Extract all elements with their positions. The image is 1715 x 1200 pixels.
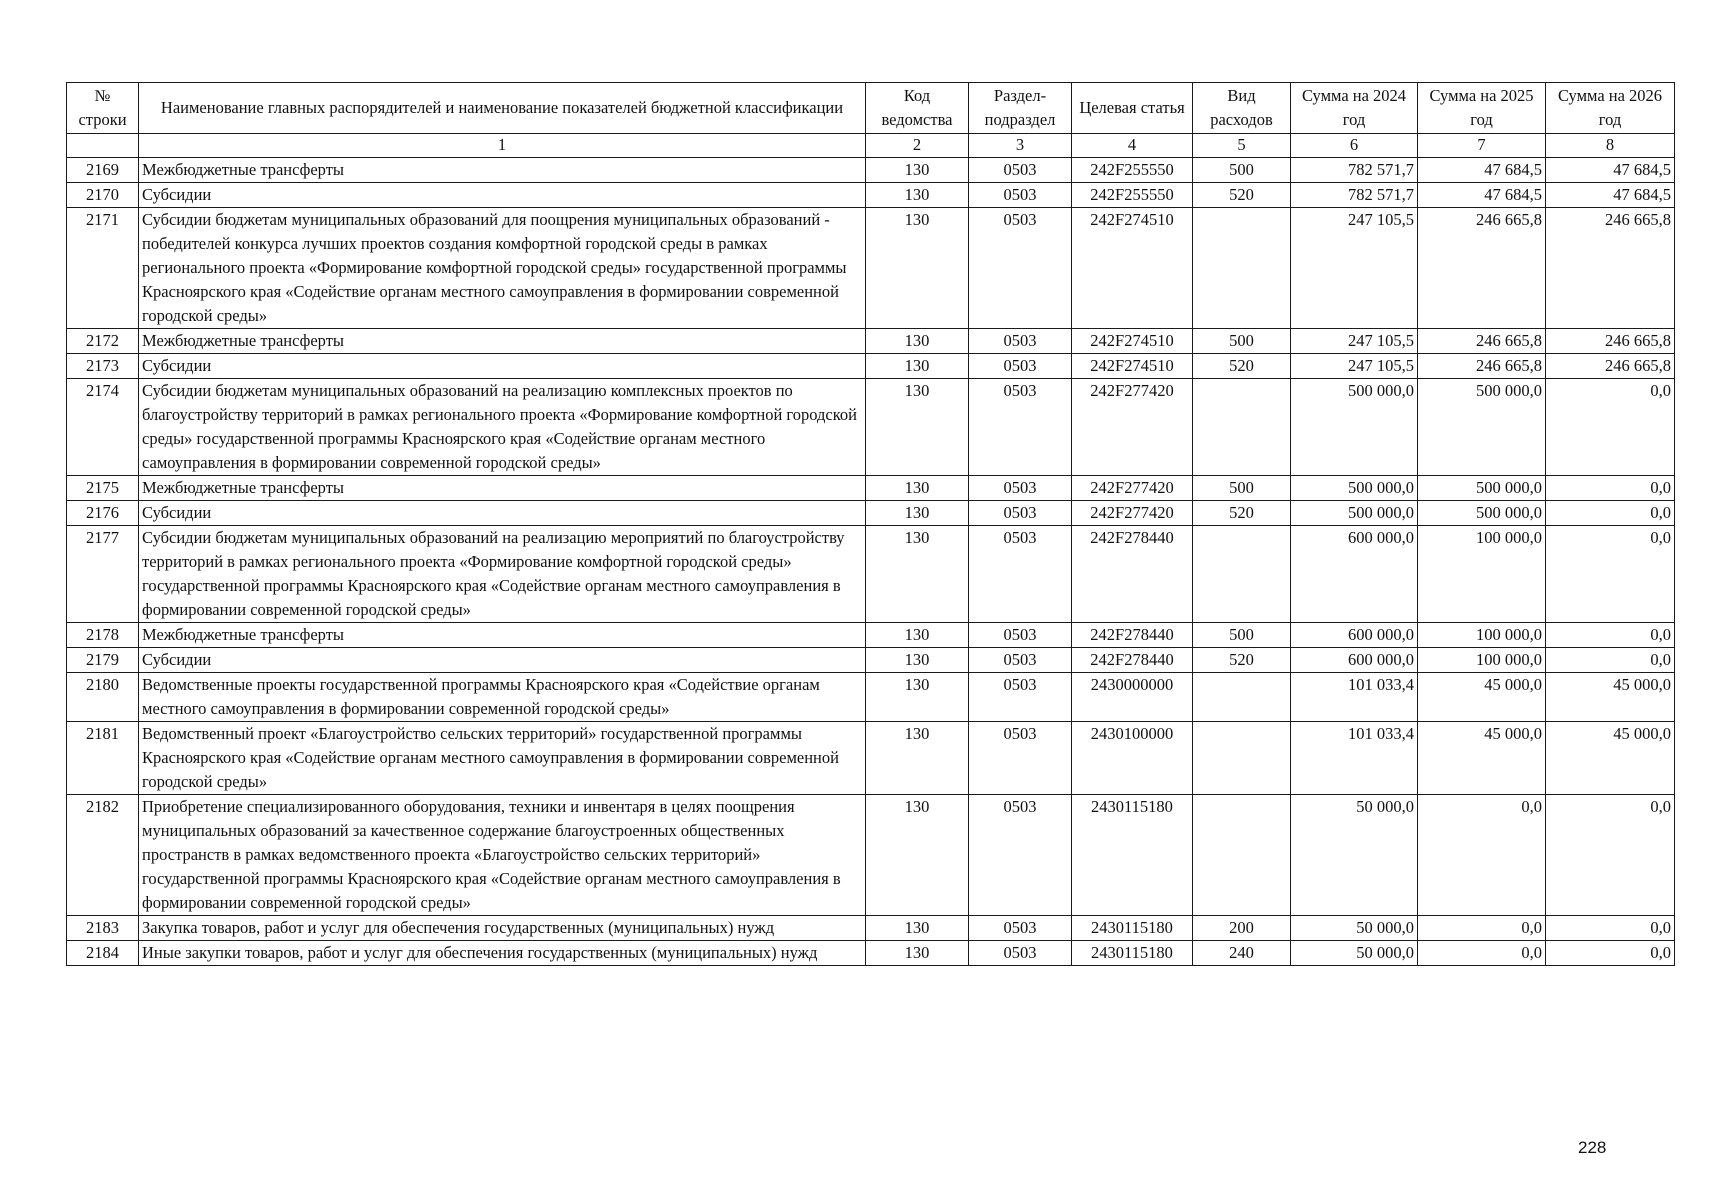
column-number: 1 <box>139 134 866 158</box>
section-cell: 0503 <box>969 673 1072 722</box>
sum-2024-cell: 101 033,4 <box>1291 673 1418 722</box>
expense-type-cell: 500 <box>1193 476 1291 501</box>
sum-2024-cell: 782 571,7 <box>1291 158 1418 183</box>
section-cell: 0503 <box>969 941 1072 966</box>
section-cell: 0503 <box>969 183 1072 208</box>
expense-type-cell: 520 <box>1193 648 1291 673</box>
section-cell: 0503 <box>969 158 1072 183</box>
expense-type-cell <box>1193 722 1291 795</box>
section-cell: 0503 <box>969 526 1072 623</box>
column-number: 5 <box>1193 134 1291 158</box>
table-row <box>67 673 1675 722</box>
table-row <box>67 379 1675 476</box>
table-row <box>67 941 1675 966</box>
sum-2026-cell: 45 000,0 <box>1546 673 1675 722</box>
target-article-cell: 242F255550 <box>1072 158 1193 183</box>
department-code-cell: 130 <box>866 673 969 722</box>
row-number-cell: 2173 <box>67 354 139 379</box>
sum-2025-cell: 100 000,0 <box>1418 648 1546 673</box>
header-row-number: № строки <box>67 83 139 134</box>
header-department-code: Код ведомства <box>866 83 969 134</box>
target-article-cell: 2430000000 <box>1072 673 1193 722</box>
table-body <box>67 158 1675 966</box>
target-article-cell: 242F277420 <box>1072 476 1193 501</box>
row-number-cell: 2179 <box>67 648 139 673</box>
sum-2025-cell: 246 665,8 <box>1418 329 1546 354</box>
target-article-cell: 242F278440 <box>1072 526 1193 623</box>
column-number: 4 <box>1072 134 1193 158</box>
table-row <box>67 795 1675 916</box>
expense-type-cell <box>1193 673 1291 722</box>
sum-2026-cell: 0,0 <box>1546 379 1675 476</box>
sum-2024-cell: 247 105,5 <box>1291 329 1418 354</box>
column-number: 6 <box>1291 134 1418 158</box>
row-number-cell: 2175 <box>67 476 139 501</box>
target-article-cell: 2430115180 <box>1072 916 1193 941</box>
sum-2024-cell: 500 000,0 <box>1291 501 1418 526</box>
sum-2024-cell: 500 000,0 <box>1291 379 1418 476</box>
column-number-row <box>67 134 1675 158</box>
header-target-article: Целевая статья <box>1072 83 1193 134</box>
target-article-cell: 242F278440 <box>1072 648 1193 673</box>
sum-2024-cell: 50 000,0 <box>1291 941 1418 966</box>
name-cell: Межбюджетные трансферты <box>139 476 866 501</box>
sum-2026-cell: 45 000,0 <box>1546 722 1675 795</box>
sum-2026-cell: 0,0 <box>1546 648 1675 673</box>
table-row <box>67 354 1675 379</box>
budget-table <box>66 82 1675 966</box>
sum-2024-cell: 50 000,0 <box>1291 916 1418 941</box>
table-row <box>67 623 1675 648</box>
expense-type-cell: 520 <box>1193 183 1291 208</box>
section-cell: 0503 <box>969 722 1072 795</box>
header-section: Раздел-подраздел <box>969 83 1072 134</box>
sum-2024-cell: 782 571,7 <box>1291 183 1418 208</box>
department-code-cell: 130 <box>866 941 969 966</box>
target-article-cell: 242F255550 <box>1072 183 1193 208</box>
target-article-cell: 242F274510 <box>1072 208 1193 329</box>
expense-type-cell: 500 <box>1193 623 1291 648</box>
name-cell: Иные закупки товаров, работ и услуг для обеспечения государственных (муниципальных) нужд <box>139 941 866 966</box>
sum-2025-cell: 100 000,0 <box>1418 623 1546 648</box>
name-cell: Субсидии <box>139 648 866 673</box>
header-sum-2024: Сумма на 2024 год <box>1291 83 1418 134</box>
table-row <box>67 526 1675 623</box>
target-article-cell: 242F278440 <box>1072 623 1193 648</box>
name-cell: Ведомственные проекты государственной программы Красноярского края «Содействие органам местного самоуправления в формировании современной городской среды» <box>139 673 866 722</box>
column-number: 3 <box>969 134 1072 158</box>
section-cell: 0503 <box>969 501 1072 526</box>
section-cell: 0503 <box>969 623 1072 648</box>
page-number: 228 <box>1578 1138 1607 1157</box>
column-number: 8 <box>1546 134 1675 158</box>
section-cell: 0503 <box>969 916 1072 941</box>
section-cell: 0503 <box>969 354 1072 379</box>
sum-2025-cell: 45 000,0 <box>1418 673 1546 722</box>
expense-type-cell <box>1193 795 1291 916</box>
column-number: 7 <box>1418 134 1546 158</box>
sum-2026-cell: 0,0 <box>1546 795 1675 916</box>
sum-2025-cell: 246 665,8 <box>1418 354 1546 379</box>
sum-2025-cell: 246 665,8 <box>1418 208 1546 329</box>
name-cell: Субсидии бюджетам муниципальных образований на реализацию комплексных проектов по благоустройству территорий в рамках регионального проекта «Формирование комфортной городской среды» государственной программы Красноярского края «Содействие органам местного самоуправления в формировании современной городской среды» <box>139 379 866 476</box>
department-code-cell: 130 <box>866 183 969 208</box>
table-row <box>67 158 1675 183</box>
table-row <box>67 476 1675 501</box>
department-code-cell: 130 <box>866 501 969 526</box>
table-row <box>67 208 1675 329</box>
name-cell: Межбюджетные трансферты <box>139 329 866 354</box>
sum-2026-cell: 0,0 <box>1546 941 1675 966</box>
section-cell: 0503 <box>969 648 1072 673</box>
sum-2025-cell: 500 000,0 <box>1418 476 1546 501</box>
row-number-cell: 2182 <box>67 795 139 916</box>
department-code-cell: 130 <box>866 526 969 623</box>
target-article-cell: 242F277420 <box>1072 379 1193 476</box>
sum-2025-cell: 47 684,5 <box>1418 158 1546 183</box>
sum-2026-cell: 246 665,8 <box>1546 208 1675 329</box>
row-number-cell: 2169 <box>67 158 139 183</box>
sum-2026-cell: 0,0 <box>1546 623 1675 648</box>
target-article-cell: 2430115180 <box>1072 941 1193 966</box>
target-article-cell: 2430100000 <box>1072 722 1193 795</box>
sum-2025-cell: 0,0 <box>1418 941 1546 966</box>
name-cell: Субсидии бюджетам муниципальных образований для поощрения муниципальных образований - победителей конкурса лучших проектов создания комфортной городской среды в рамках регионального проекта «Формирование комфортной городской среды» государственной программы Красноярского края «Содействие органам местного самоуправления в формировании современной городской среды» <box>139 208 866 329</box>
expense-type-cell <box>1193 526 1291 623</box>
row-number-cell: 2172 <box>67 329 139 354</box>
table-row <box>67 722 1675 795</box>
sum-2026-cell: 0,0 <box>1546 916 1675 941</box>
department-code-cell: 130 <box>866 795 969 916</box>
name-cell: Межбюджетные трансферты <box>139 623 866 648</box>
expense-type-cell <box>1193 379 1291 476</box>
column-number: 2 <box>866 134 969 158</box>
name-cell: Субсидии <box>139 183 866 208</box>
name-cell: Субсидии бюджетам муниципальных образований на реализацию мероприятий по благоустройству территорий в рамках регионального проекта «Формирование комфортной городской среды» государственной программы Красноярского края «Содействие органам местного самоуправления в формировании современной городской среды» <box>139 526 866 623</box>
row-number-cell: 2177 <box>67 526 139 623</box>
sum-2025-cell: 500 000,0 <box>1418 501 1546 526</box>
sum-2025-cell: 100 000,0 <box>1418 526 1546 623</box>
name-cell: Закупка товаров, работ и услуг для обеспечения государственных (муниципальных) нужд <box>139 916 866 941</box>
table-row <box>67 916 1675 941</box>
section-cell: 0503 <box>969 329 1072 354</box>
expense-type-cell: 200 <box>1193 916 1291 941</box>
section-cell: 0503 <box>969 795 1072 916</box>
department-code-cell: 130 <box>866 623 969 648</box>
header-row <box>67 83 1675 134</box>
row-number-cell: 2171 <box>67 208 139 329</box>
expense-type-cell <box>1193 208 1291 329</box>
row-number-cell: 2183 <box>67 916 139 941</box>
sum-2024-cell: 600 000,0 <box>1291 623 1418 648</box>
row-number-cell: 2181 <box>67 722 139 795</box>
sum-2025-cell: 0,0 <box>1418 916 1546 941</box>
table-row <box>67 648 1675 673</box>
expense-type-cell: 520 <box>1193 354 1291 379</box>
header-sum-2025: Сумма на 2025 год <box>1418 83 1546 134</box>
sum-2026-cell: 47 684,5 <box>1546 183 1675 208</box>
row-number-cell: 2180 <box>67 673 139 722</box>
sum-2024-cell: 50 000,0 <box>1291 795 1418 916</box>
sum-2024-cell: 600 000,0 <box>1291 526 1418 623</box>
table-row <box>67 501 1675 526</box>
expense-type-cell: 520 <box>1193 501 1291 526</box>
sum-2026-cell: 0,0 <box>1546 501 1675 526</box>
sum-2025-cell: 47 684,5 <box>1418 183 1546 208</box>
section-cell: 0503 <box>969 379 1072 476</box>
name-cell: Ведомственный проект «Благоустройство сельских территорий» государственной программы Красноярского края «Содействие органам местного самоуправления в формировании современной городской среды» <box>139 722 866 795</box>
table-row <box>67 329 1675 354</box>
department-code-cell: 130 <box>866 354 969 379</box>
sum-2025-cell: 45 000,0 <box>1418 722 1546 795</box>
sum-2026-cell: 246 665,8 <box>1546 354 1675 379</box>
table-row <box>67 183 1675 208</box>
department-code-cell: 130 <box>866 476 969 501</box>
name-cell: Субсидии <box>139 354 866 379</box>
sum-2024-cell: 247 105,5 <box>1291 354 1418 379</box>
target-article-cell: 2430115180 <box>1072 795 1193 916</box>
sum-2026-cell: 47 684,5 <box>1546 158 1675 183</box>
header-expense-type: Вид расходов <box>1193 83 1291 134</box>
sum-2024-cell: 500 000,0 <box>1291 476 1418 501</box>
column-number <box>67 134 139 158</box>
row-number-cell: 2184 <box>67 941 139 966</box>
section-cell: 0503 <box>969 476 1072 501</box>
target-article-cell: 242F274510 <box>1072 329 1193 354</box>
section-cell: 0503 <box>969 208 1072 329</box>
department-code-cell: 130 <box>866 208 969 329</box>
department-code-cell: 130 <box>866 158 969 183</box>
target-article-cell: 242F277420 <box>1072 501 1193 526</box>
sum-2025-cell: 500 000,0 <box>1418 379 1546 476</box>
sum-2026-cell: 0,0 <box>1546 526 1675 623</box>
row-number-cell: 2178 <box>67 623 139 648</box>
department-code-cell: 130 <box>866 648 969 673</box>
sum-2025-cell: 0,0 <box>1418 795 1546 916</box>
header-name: Наименование главных распорядителей и наименование показателей бюджетной классификации <box>139 83 866 134</box>
row-number-cell: 2174 <box>67 379 139 476</box>
row-number-cell: 2176 <box>67 501 139 526</box>
name-cell: Приобретение специализированного оборудования, техники и инвентаря в целях поощрения муниципальных образований за качественное содержание благоустроенных общественных пространств в рамках ведомственного проекта «Благоустройство сельских территорий» государственной программы Красноярского края «Содействие органам местного самоуправления в формировании современной городской среды» <box>139 795 866 916</box>
sum-2026-cell: 0,0 <box>1546 476 1675 501</box>
department-code-cell: 130 <box>866 379 969 476</box>
department-code-cell: 130 <box>866 916 969 941</box>
sum-2024-cell: 247 105,5 <box>1291 208 1418 329</box>
department-code-cell: 130 <box>866 722 969 795</box>
target-article-cell: 242F274510 <box>1072 354 1193 379</box>
sum-2024-cell: 101 033,4 <box>1291 722 1418 795</box>
name-cell: Межбюджетные трансферты <box>139 158 866 183</box>
header-sum-2026: Сумма на 2026 год <box>1546 83 1675 134</box>
sum-2026-cell: 246 665,8 <box>1546 329 1675 354</box>
name-cell: Субсидии <box>139 501 866 526</box>
department-code-cell: 130 <box>866 329 969 354</box>
expense-type-cell: 240 <box>1193 941 1291 966</box>
expense-type-cell: 500 <box>1193 329 1291 354</box>
expense-type-cell: 500 <box>1193 158 1291 183</box>
row-number-cell: 2170 <box>67 183 139 208</box>
sum-2024-cell: 600 000,0 <box>1291 648 1418 673</box>
